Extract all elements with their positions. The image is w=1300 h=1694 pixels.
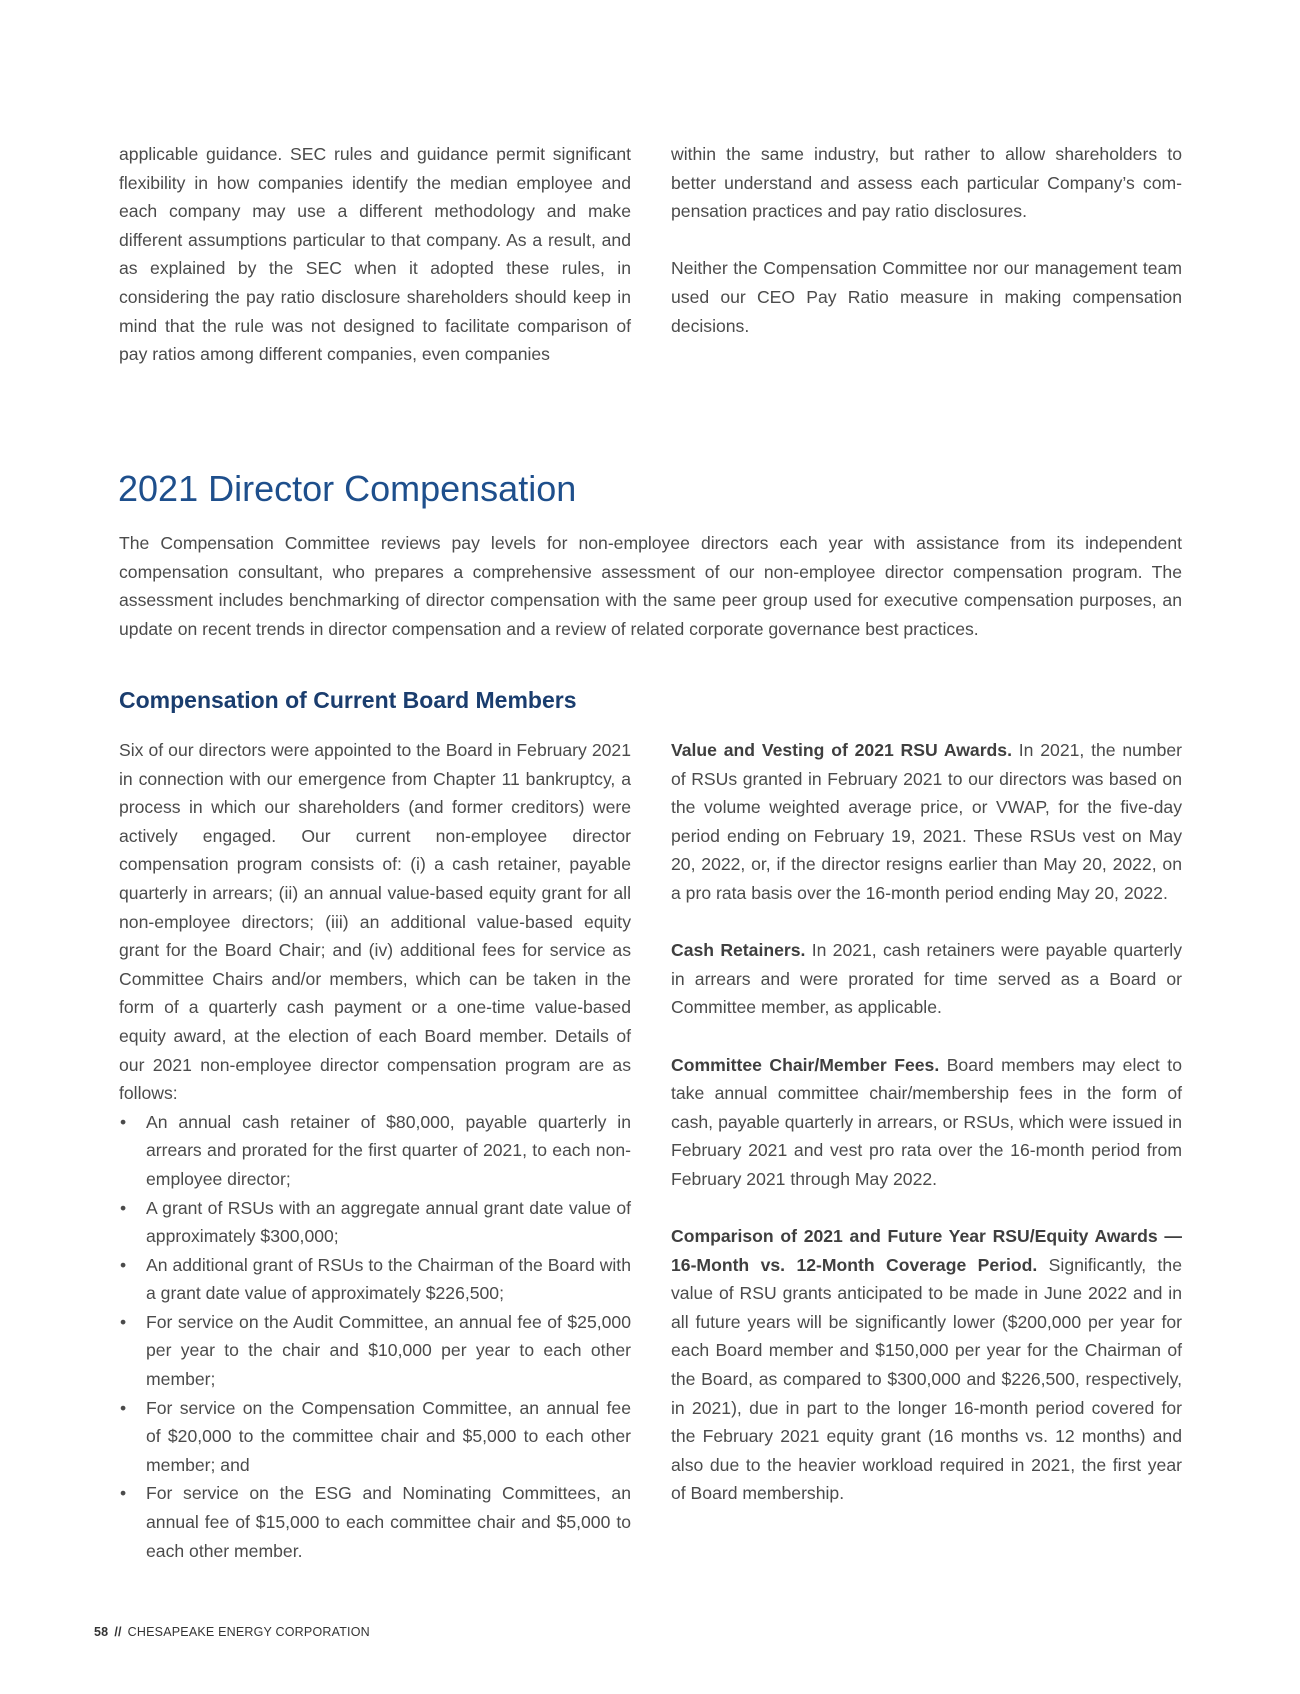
comparison-paragraph — [671, 1222, 1182, 1508]
comparison-body: Significantly, the value of RSU grants anticipated to be made in June 2022 and in all future years will be significantly lower ($200,000 per year for each Board member and $150,000 per year for the Chairman of the Board, as compared to $300,000 and $226,500, respectively, in 2021), due in part to the longer 16-month period covered for the February 2021 equity grant (16 months vs. 12 months) and also due to the heavier workload required in 2021, the first year of Board membership. — [671, 1254, 1182, 1504]
section-intro: The Compensation Committee reviews pay levels for non-employee directors each year with assistance from its independent compensation consultant, who prepares a comprehensive assessment of our non-employee director compensation program. The assessment includes benchmarking of director compensation with the same peer group used for executive compensation purposes, an update on recent trends in director compensation and a review of related corporate governance best practices. — [119, 533, 1182, 639]
rsu-vesting-paragraph — [671, 736, 1182, 908]
top-right-paragraph-2: Neither the Compensation Committee nor our management team used our CEO Pay Ratio measure in making compensation decisions. — [671, 258, 1182, 336]
rsu-vesting-body: In 2021, the number of RSUs granted in February 2021 to our directors was based on the volume weighted average price, or VWAP, for the five-day period ending on February 19, 2021. These RSUs vest on May 20, 2022, or, if the director resigns earlier than May 20, 2022, on a pro rata basis over the 16-month period ending May 20, 2022. — [671, 740, 1182, 903]
list-item-text: For service on the Audit Committee, an annual fee of $25,000 per year to the chair and $10,000 per year to each other member; — [146, 1311, 631, 1390]
compensation-bullet-list — [119, 1108, 631, 1566]
subsection-title: Compensation of Current Board Members — [119, 687, 577, 713]
list-item-text: An additional grant of RSUs to the Chairman of the Board with a grant date value of approximately $226,500; — [146, 1254, 631, 1304]
bullet-icon: • — [120, 1483, 127, 1504]
cash-retainers-heading: Cash Retainers. — [671, 940, 806, 961]
section-title: 2021 Director Compensation — [118, 468, 577, 509]
top-left-paragraph: applicable guidance. SEC rules and guidance permit significant flexibility in how companies identify the median employee and each company may use a different methodology and make different assumptions particular to that company. As a result, and as explained by the SEC when it adopted these rules, in considering the pay ratio disclosure shareholders should keep in mind that the rule was not designed to facilitate comparison of pay ratios among different companies, even companies — [119, 144, 631, 365]
comparison-heading: Comparison of 2021 and Future Year RSU/Equity Awards — 16-Month vs. 12-Month Coverage Period. — [671, 1226, 1182, 1275]
bullet-icon: • — [120, 1197, 127, 1218]
committee-fees-body: Board members may elect to take annual committee chair/membership fees in the form of cash, payable quarterly in arrears, or RSUs, which were issued in February 2021 and vest pro rata over the 16-month period from February 2021 through May 2022. — [671, 1054, 1182, 1189]
top-right-column — [671, 140, 1182, 340]
bottom-right-column — [671, 736, 1182, 1508]
list-item — [119, 1194, 631, 1251]
footer-separator: // — [114, 1625, 122, 1639]
rsu-vesting-heading: Value and Vesting of 2021 RSU Awards. — [671, 740, 1012, 760]
cash-retainers-body: In 2021, cash retainers were payable quarterly in arrears and were prorated for time served as a Board or Committee member, as applicable. — [671, 940, 1183, 1018]
page-number: 58 — [94, 1625, 109, 1639]
list-item-text: For service on the ESG and Nominating Committees, an annual fee of $15,000 to each committee chair and $5,000 to each other member. — [146, 1483, 631, 1561]
list-item — [119, 1479, 631, 1565]
committee-fees-paragraph — [671, 1051, 1182, 1194]
cash-retainers-paragraph — [671, 936, 1182, 1022]
page-footer — [94, 1624, 370, 1640]
bottom-left-column — [119, 736, 631, 1565]
list-item — [119, 1251, 631, 1308]
bullet-icon: • — [120, 1254, 127, 1275]
top-right-paragraph-1: within the same industry, but rather to allow shareholders to better understand and assess each particular Company’s compensation practices and pay ratio disclosures. — [671, 144, 1182, 222]
bullet-icon: • — [120, 1397, 127, 1418]
bullet-icon: • — [120, 1111, 127, 1132]
list-item-text: A grant of RSUs with an aggregate annual grant date value of approximately $300,000; — [146, 1197, 631, 1247]
list-item — [119, 1308, 631, 1394]
list-item — [119, 1108, 631, 1194]
bullet-icon: • — [120, 1311, 127, 1332]
list-item — [119, 1394, 631, 1480]
list-item-text: For service on the Compensation Committee, an annual fee of $20,000 to the committee chair and $5,000 to each other member; and — [146, 1397, 631, 1475]
top-left-column — [119, 140, 631, 369]
program-description: Six of our directors were appointed to the Board in February 2021 in connection with our emergence from Chapter 11 bankruptcy, a process in which our shareholders (and former creditors) were actively engaged. Our current non-employee director compensation program consists of: (i) a cash retainer, payable quarterly in arrears; (ii) an annual value-based equity grant for all non-employee directors; (iii) an additional value-based equity grant for the Board Chair; and (iv) additional fees for service as Committee Chairs and/or members, which can be taken in the form of a quarterly cash payment or a one-time value-based equity award, at the election of each Board member. Details of our 2021 non-employee director compensation program are as follows: — [119, 740, 631, 1104]
company-name: CHESAPEAKE ENERGY CORPORATION — [127, 1625, 370, 1639]
committee-fees-heading: Committee Chair/Member Fees. — [671, 1054, 940, 1075]
list-item-text: An annual cash retainer of $80,000, payable quarterly in arrears and prorated for the first quarter of 2021, to each non-employee director; — [146, 1111, 631, 1189]
